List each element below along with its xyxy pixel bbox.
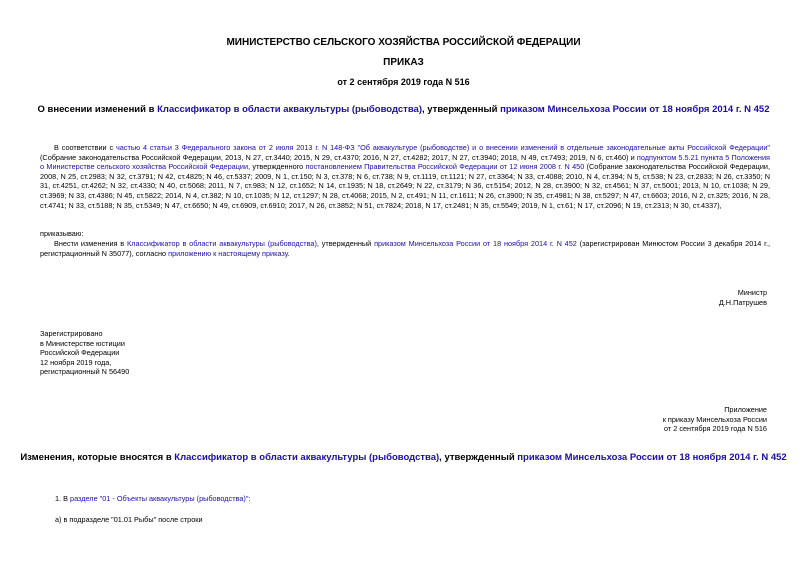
order-word: приказываю: [40,229,84,238]
change-item-1 [55,494,250,503]
title-link-order-452[interactable]: приказом Минсельхоза России от 18 ноября 2014 г. N 452 [500,104,770,115]
registration-block [40,329,129,377]
preamble-text-2: (Собрание законодательства Российской Федерации, 2013, N 27, ст.3440; 2015, N 29, ст.4370; 2016, N 27, ст.4282; 2017, N 27, ст.3940; 2018, N 49, ст.7493; 2019, N 6, ст.460) и [40,152,637,162]
signature-name: Д.Н.Патрушев [718,297,767,307]
preamble-text-1: В соответствии с [54,143,116,152]
order-paragraph [40,239,770,258]
item1-link-section-01[interactable]: разделе "01 - Объекты аквакультуры (рыбоводства)" [70,494,249,503]
appendix-note [663,405,767,434]
signature-position: Министр [737,288,767,297]
order-text-2: , утвержденный [316,239,375,248]
item1-text-1: 1. В [55,494,71,503]
changes-title-link-classifier[interactable]: Классификатор в области аквакультуры (рыбоводства) [174,452,440,463]
preamble-link-resolution-450[interactable]: постановлением Правительства Российской Федерации от 12 июня 2008 г. N 450 [305,162,585,172]
appendix-line: от 2 сентября 2019 года N 516 [664,424,767,434]
order-text-3: (зарегистрирован Минюстом России 3 декабря 2014 г., регистрационный N 35077), согласно [40,239,771,258]
signature-block [719,288,767,307]
preamble-link-law-148[interactable]: частью 4 статьи 3 Федерального закона от 2 июля 2013 г. N 148-ФЗ "Об аквакультуре (рыбоводстве) и о внесении изменений в отдельные законодательные акты Российской Федерации" [116,143,771,152]
registration-line: 12 ноября 2019 года, [40,357,112,367]
appendix-line: Приложение [724,405,767,414]
registration-line: Российской Федерации [40,348,120,358]
appendix-line: к приказу Минсельхоза России [662,414,767,424]
changes-title [0,452,807,463]
title-prefix: О внесении изменений в [37,104,158,115]
changes-title-prefix: Изменения, которые вносятся в [20,452,175,463]
order-text-1: Внести изменения в [54,239,127,248]
order-title [0,104,807,115]
order-link-classifier[interactable]: Классификатор в области аквакультуры (рыбоводства) [127,239,317,248]
registration-line: в Министерстве юстиции [40,338,125,348]
preamble-text-3: , утвержденного [248,162,306,172]
doc-date-number: от 2 сентября 2019 года N 516 [337,77,470,87]
preamble-paragraph [40,143,770,210]
change-item-1a: а) в подразделе "01.01 Рыбы" после строки [55,515,203,524]
title-link-classifier[interactable]: Классификатор в области аквакультуры (рыбоводства) [157,104,422,115]
preamble-text-4: (Собрание законодательства Российской Федерации, 2008, N 25, ст.2983; N 32, ст.3791; N 42, ст.4825; N 46, ст.5337; 2009, N 1, ст.150; N 3, ст.378; N 6, ст.738; N 9, ст.1119, ст.1121; N 27, ст.3364; N 33, ст.4088; 2010, N 4, ст.394; N 5, ст.538; N 23, ст.2833; N 26, ст.3350; N 31, ст.4251, ст.4262; N 32, ст.4330; N 40, ст.5068; 2011, N 7, ст.983; N 12, ст.1652; N 14, ст.1935; N 18, ст.2649; N 22, ст.3179; N 36, ст.5154; 2012, N 28, ст.3900; N 32, ст.4561; N 37, ст.5001; 2013, N 10, ст.1038; N 29, ст.3969; N 33, ст.4386; N 45, ст.5822; 2014, N 4, ст.382; N 10, ст.1035; N 12, ст.1297; N 28, ст.4068; 2015, N 2, ст.491; N 11, ст.1611; N 26, ст.3900; N 35, ст.4981; N 38, ст.5297; N 47, ст.6603; 2016, N 2, ст.325; 2016, N 28, ст.4741; N 33, ст.5188; N 35, ст.5349; N 47, ст.6650; N 49, ст.6909, ст.6910; 2017, N 26, ст.3852; N 51, ст.7824; 2018, N 17, ст.2481; N 35, ст.5549; 2019, N 1, ст.61; N 17, ст.2096; N 19, ст.2313; N 30, ст.4337), [40,162,771,210]
ministry-heading: МИНИСТЕРСТВО СЕЛЬСКОГО ХОЗЯЙСТВА РОССИЙСКОЙ ФЕДЕРАЦИИ [226,37,581,48]
order-link-appendix[interactable]: приложению к настоящему приказу [168,248,288,258]
registration-line: Зарегистрировано [40,329,103,338]
preamble-link-regulation-5-5-21[interactable]: подпунктом 5.5.21 пункта 5 Положения о Министерстве сельского хозяйства Российской Федерации [40,152,770,172]
item1-text-2: : [248,494,251,503]
changes-title-link-order-452[interactable]: приказом Минсельхоза России от 18 ноября 2014 г. N 452 [517,452,787,463]
doc-type-heading: ПРИКАЗ [383,57,424,68]
order-text-4: . [287,248,290,258]
changes-title-middle: , утвержденный [439,452,518,463]
order-link-order-452[interactable]: приказом Минсельхоза России от 18 ноября 2014 г. N 452 [374,239,577,248]
registration-line: регистрационный N 56490 [40,367,130,377]
title-middle: , утвержденный [421,104,501,115]
